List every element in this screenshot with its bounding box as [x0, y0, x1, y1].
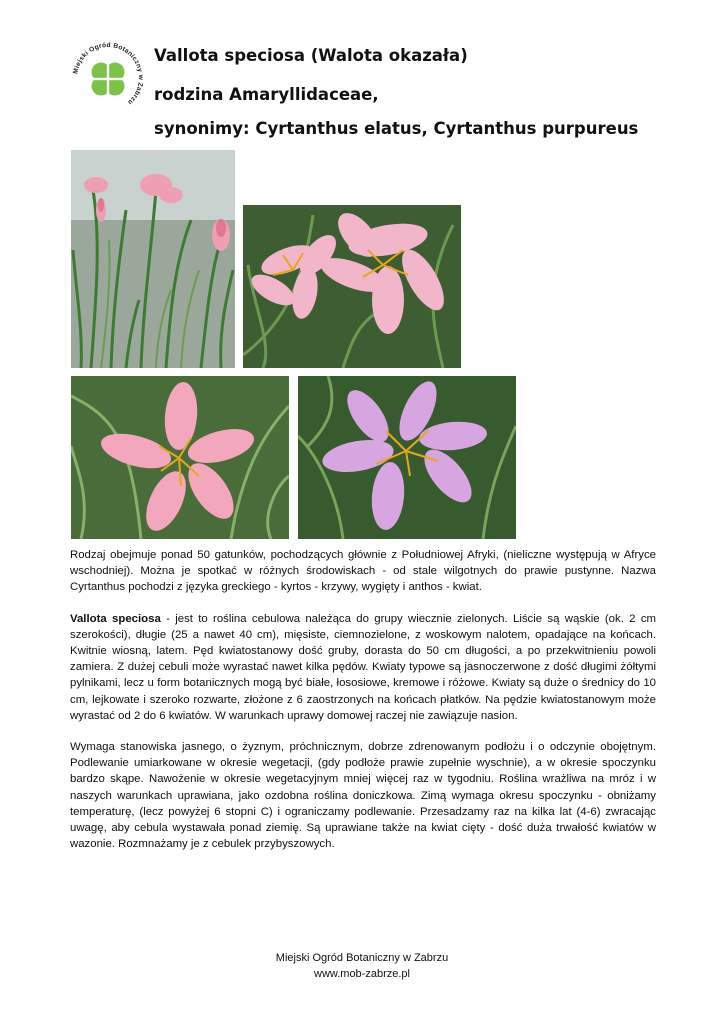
garden-logo	[70, 40, 146, 116]
two-pink-flowers-photo	[243, 205, 461, 368]
title-species: Vallota speciosa (Walota okazała)	[154, 46, 468, 65]
paragraph-species	[70, 611, 656, 724]
paragraph-species-text: - jest to roślina cebulowa należąca do grupy wiecznie zielonych. Liście są wąskie (ok. 2 cm szerokości), długie (25 a nawet 40 cm), mięsiste, ciemnozielone, z woskowym nalotem, opadające na końcach. Kwitnie wiosną, latem. Pęd kwiatostanowy dość gruby, dorasta do 50 cm długości, a po przekwitnieniu powoli zamiera. Z dużej cebuli może wyrastać nawet kilka pędów. Kwiaty typowe są jasnoczerwone z dość długimi żółtymi pylnikami, lecz u form botanicznych mogą być białe, łososiowe, kremowe i różowe. Kwiaty są duże o średnicy do 10 cm, lejkowate i szeroko rozwarte, złożone z 6 zaostrzonych na końcach płatków. Na pędzie kwiatostanowym może wyrastać od 2 do 6 kwiatów. W warunkach uprawy domowej raczej nie zawiązuje nasion.	[70, 612, 657, 722]
footer-website: www.mob-zabrze.pl	[314, 968, 410, 980]
title-family: rodzina Amaryllidaceae,	[154, 85, 379, 104]
footer-organization: Miejski Ogród Botaniczny w Zabrzu	[275, 952, 449, 964]
logo-ring-text: Miejski Ogród Botaniczny w Zabrzu	[72, 41, 145, 106]
paragraph-care: Wymaga stanowiska jasnego, o żyznym, próchnicznym, dobrze zdrenowanym podłożu i o odczynie obojętnym. Podlewanie umiarkowane w okresie wegetacji, (gdy podłoże prawie zupełnie wyschnie), a w okresie spoczynku bardzo skąpe. Nawożenie w okresie wegetacyjnym mniej więcej raz w tygodniu. Roślina wrażliwa na mróz i w naszych warunkach uprawiana, jako ozdobna roślina doniczkowa. Zimą wymaga okresu spoczynku - obniżamy temperaturę, (lecz powyżej 6 stopni C) i ograniczamy podlewanie. Przesadzamy raz na kilka lat (4-6) zwracając uwagę, aby cebula wystawała ponad ziemię. Są uprawiane także na kwiat cięty - dość duża trwałość kwiatów w wazonie. Rozmnażamy je z cebulek przybyszowych.	[70, 741, 656, 851]
species-name: Vallota speciosa	[70, 612, 161, 625]
title-synonyms: synonimy: Cyrtanthus elatus, Cyrtanthus purpureus	[154, 119, 639, 138]
description	[70, 547, 656, 867]
flower-stems-photo	[71, 150, 235, 368]
pink-flower-photo	[71, 376, 289, 539]
lilac-flower-photo	[298, 376, 516, 539]
paragraph-origin: Rodzaj obejmuje ponad 50 gatunków, pochodzących głównie z Południowej Afryki, (nieliczne występują w Afryce wschodniej). Można je spotkać w różnych środowiskach - od stale wilgotnych do prawie pustynne. Nazwa Cyrtanthus pochodzi z języka greckiego - kyrtos - krzywy, wygięty i anthos - kwiat.	[70, 549, 656, 594]
clover-icon	[88, 59, 128, 99]
